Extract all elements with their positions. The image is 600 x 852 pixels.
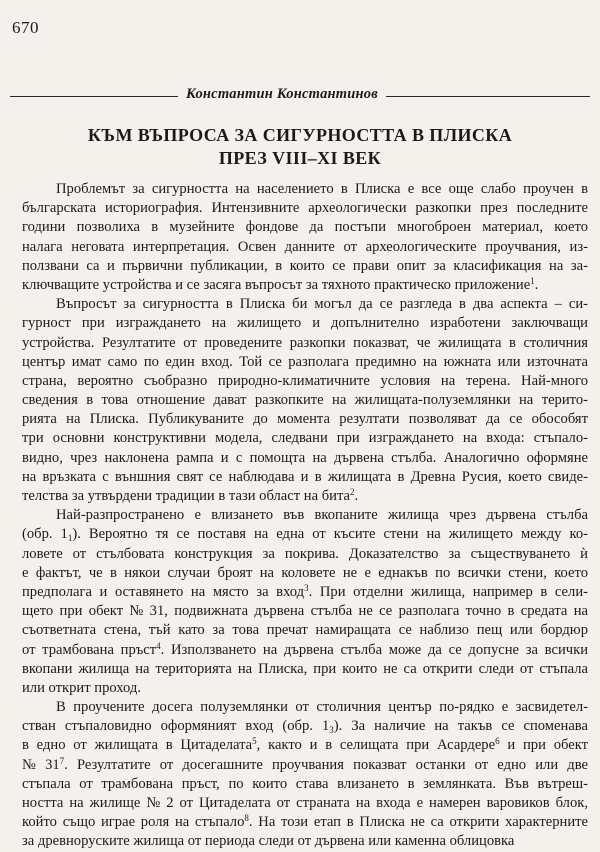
text-line <box>22 525 588 544</box>
footnote-marker: 5 <box>252 736 257 747</box>
text-line <box>22 429 588 448</box>
text-run: вкопани жилища на територията на Плиска, при които не са открити следи от стъпала <box>22 660 588 677</box>
footnote-marker: 8 <box>244 813 249 824</box>
text-run: за древноруските жилища от периода следи от дървена или каменна облицовка <box>22 833 515 850</box>
text-run: предполага и оставянето на място за вход <box>22 583 305 600</box>
text-run: Въпросът за сигурността в Плиска би могъл да се разгледа в два аспекта – си- <box>56 296 588 313</box>
text-run: е фактът, че в някои случаи броят на коловете не е еднакъв по всички стени, което <box>22 564 588 581</box>
text-line <box>22 813 588 832</box>
text-run: ността на жилище № 2 от Цитаделата от страната на входа е намерен варовиков блок, <box>22 795 588 811</box>
text-run: щето при обект № 31, подвижната дървена стълба не се разполага точно в средата на <box>22 603 588 620</box>
text-run: . Резултатите от досегашните проучвания показват останки от едно или две <box>64 756 588 773</box>
text-run: или открит проход. <box>22 679 141 696</box>
footnote-marker: 4 <box>156 640 161 651</box>
running-author: Константин Константинов <box>178 86 386 103</box>
text-run: Проблемът за сигурността на населението в Плиска е все още слабо проучен в <box>56 181 588 197</box>
text-run: стван стъпаловидно оформяният вход (обр. 1 <box>22 718 330 735</box>
text-run: стъпала от трамбована пръст, по които става влизането в землянката. Във вътреш- <box>22 775 588 792</box>
text-line <box>22 199 588 218</box>
text-run: сведения в това отношение дават разкопките на жилищата-полуземлянки на терито- <box>22 392 588 409</box>
text-run: № 31 <box>22 756 60 773</box>
text-run: център имат само по един вход. Той се разполага предимно на южната или източната <box>22 353 588 370</box>
text-line <box>22 602 588 621</box>
text-run: видно, чрез наклонена рампа и с помощта на дървена стълба. Аналогично оформяне <box>22 449 588 466</box>
text-line <box>22 698 588 717</box>
text-run: . На този етап в Плиска не са открити характерните <box>248 814 588 831</box>
text-run: страна, вероятно съобразно природно-климатичните условия на терена. Най-много <box>22 372 588 389</box>
text-run: в едно от жилищата в Цитаделата <box>22 737 253 754</box>
text-line <box>22 756 588 775</box>
text-line <box>22 449 588 468</box>
text-line <box>22 583 588 602</box>
text-run: налага неговата интерпретация. Освен данните от археологическите проучвания, из- <box>22 238 588 255</box>
text-line <box>22 487 588 506</box>
text-run: . При отделни жилища, например в сели- <box>308 583 588 600</box>
text-line <box>22 468 588 487</box>
text-run: който също играе роля на стъпало <box>22 814 245 831</box>
text-run: ключващите устройства и се засяга въпросът за тяхното практическо приложение <box>22 276 531 293</box>
text-run: три основни конструктивни модела, следвани при изграждането на входа: стъпало- <box>22 430 588 447</box>
text-line <box>22 410 588 429</box>
text-run: , както и в селищата при Асардере <box>256 737 496 754</box>
text-line <box>22 334 588 353</box>
footnote-marker: 2 <box>350 487 355 497</box>
text-run: устройства. Резултатите от проведените разкопки показват, че жилищата в столичния <box>22 334 588 351</box>
footnote-marker: 6 <box>495 736 500 747</box>
text-run: телства за утвърдени традиции в тази област на бита <box>22 488 350 504</box>
text-line <box>22 641 588 660</box>
text-run: от трамбована пръст <box>22 641 157 658</box>
text-run: ). Вероятно тя се поставя на една от късите стени на жилището между ко- <box>72 526 588 543</box>
text-line <box>22 257 588 276</box>
text-line <box>22 717 588 736</box>
text-line <box>22 276 588 295</box>
text-run: ). За наличие на такъв се споменава <box>333 718 588 735</box>
text-line <box>22 660 588 679</box>
text-line <box>22 314 588 333</box>
footnote-marker: 7 <box>59 755 65 766</box>
footnote-marker: 3 <box>304 582 309 593</box>
article-title-line-1: КЪМ ВЪПРОСА ЗА СИГУРНОСТТА В ПЛИСКА <box>87 125 513 145</box>
text-line <box>22 372 588 391</box>
footnote-marker: 1 <box>530 275 535 286</box>
text-run: . <box>534 276 539 293</box>
figure-subscript: 1 <box>67 533 73 544</box>
text-line <box>22 295 588 314</box>
text-line <box>22 506 588 525</box>
text-run: гурност при изграждането на жилището и допълнително изработени заключващи <box>22 315 588 332</box>
page-number: 670 <box>12 18 39 37</box>
article-title-line-2: ПРЕЗ VIII–XI ВЕК <box>218 148 382 168</box>
text-run: на връзката с външния свят се наблюдава и в жилищата в Древна Русия, което свиде- <box>22 468 588 485</box>
text-line <box>22 621 588 640</box>
figure-subscript: 3 <box>329 725 334 736</box>
text-line <box>22 218 588 237</box>
text-run: ловете от стълбовата конструкция за покрива. Доказателство за съществуването ѝ <box>22 545 588 562</box>
text-line <box>22 238 588 257</box>
text-line <box>22 736 588 755</box>
text-run: рията на Плиска. Публикуваните до момента резултати позволяват да се обособят <box>22 411 588 428</box>
body-text <box>22 180 588 852</box>
text-line <box>22 353 588 372</box>
text-run: Най-разпространено е влизането във вкопаните жилища чрез дървена стълба <box>56 507 588 524</box>
text-run: българската историография. Интензивните археологически разкопки през последните <box>22 200 588 217</box>
text-line <box>22 832 588 851</box>
text-line <box>22 794 588 813</box>
text-run: . Използването на дървена стълба може да се допусне за всички <box>160 641 588 658</box>
text-run: и при обект <box>499 737 588 754</box>
text-line <box>22 545 588 564</box>
text-run: В проучените досега полуземлянки от столичния център по-рядко е засвидетел- <box>56 699 588 716</box>
text-run: (обр. 1 <box>22 526 68 543</box>
text-run: ползвани са и първични публикации, в които се прави опит за класификация на за- <box>22 257 588 274</box>
text-line <box>22 564 588 583</box>
text-line <box>22 391 588 410</box>
text-line <box>22 775 588 794</box>
text-run: съответната стена, тъй като за това пречат намиращата се наблизо пещ или бордюр <box>22 622 588 639</box>
text-line <box>22 679 588 698</box>
text-run: . <box>354 488 359 504</box>
text-run: години позволиха в музейните фондове да постъпи многоброен материал, което <box>22 219 588 236</box>
text-line <box>22 180 588 199</box>
